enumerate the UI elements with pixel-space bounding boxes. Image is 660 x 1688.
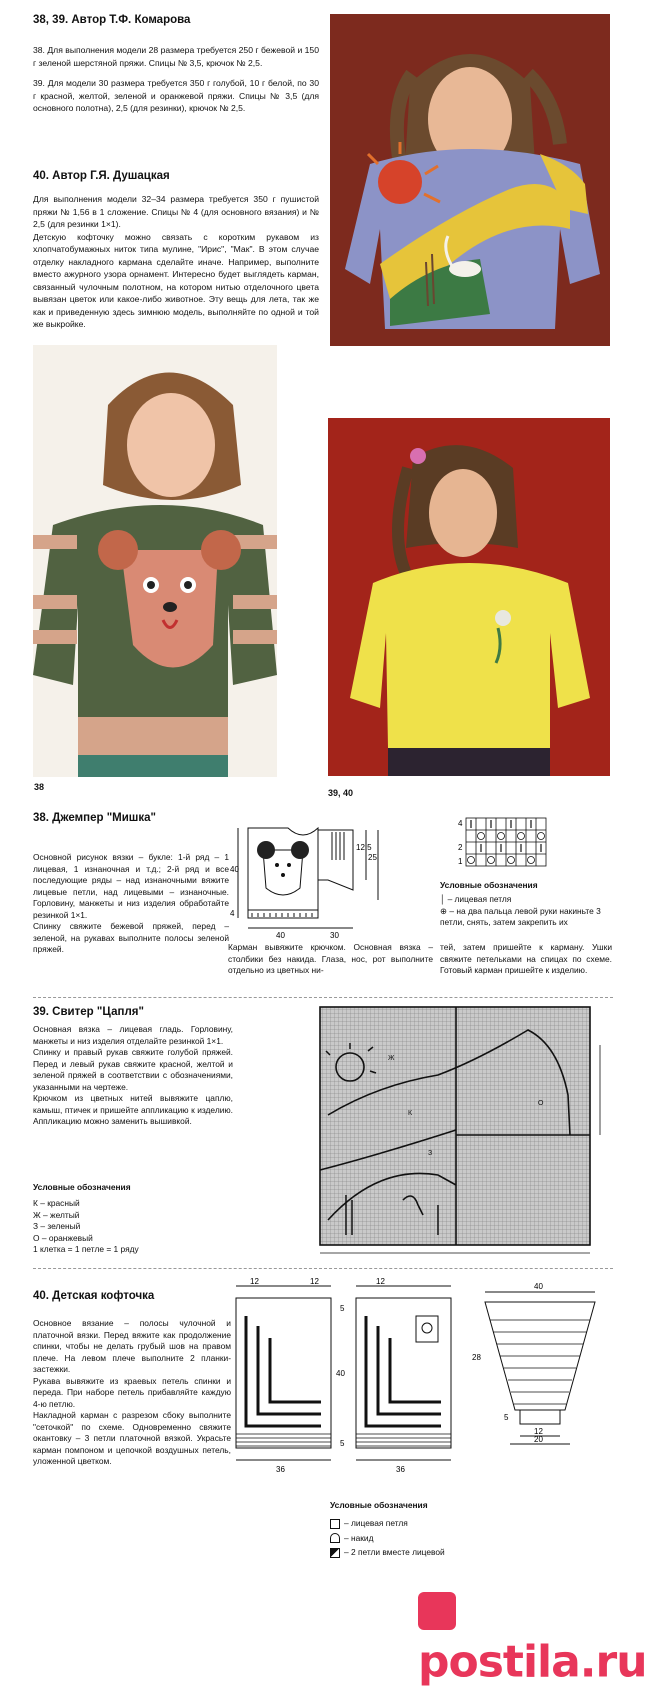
mishka-chart-row-2: 2 bbox=[458, 843, 463, 852]
heron-text-1: Основная вязка – лицевая гладь. Горловину, манжеты и низ изделия отделайте резинкой 1×1. bbox=[33, 1024, 233, 1046]
postila-watermark: postila.ru bbox=[418, 1583, 660, 1688]
mishka-dim-125: 12,5 bbox=[356, 843, 372, 852]
para-39: 39. Для модели 30 размера требуется 350 г голубой, 10 г белой, по 30 г красной, желтой, зеленой и оранжевой пряжи. Спицы № 3,5 (для основного полотна), 2,5 (для резинки), крючок № 2,5. bbox=[33, 78, 319, 113]
kofta-text-3: Накладной карман с разрезом сбоку выполните "сеточкой" по схеме. Одновременно свяжите окантовку – 3 петли платочной вязкой. Украсьте карман помпоном и цепочкой воздушных петель, уложенной цветком. bbox=[33, 1410, 231, 1466]
heron-legend-yellow: Ж – желтый bbox=[33, 1209, 80, 1220]
kofta-sleeve-cuff: 5 bbox=[504, 1413, 509, 1422]
section38-39-body bbox=[33, 44, 319, 115]
kofta-text-2: Рукава вывяжите из краевых петель спинки и переда. При наборе петель прибавляйте каждую 4-ю петлю. bbox=[33, 1375, 231, 1409]
heron-title: 39. Свитер "Цапля" bbox=[33, 1006, 144, 1018]
heron-text bbox=[33, 1024, 233, 1128]
kofta-dim-rib: 5 bbox=[340, 1439, 345, 1448]
photo-heron-sweater bbox=[330, 14, 610, 346]
mishka-title: 38. Джемпер "Мишка" bbox=[33, 812, 156, 824]
mishka-legend-item-2: ⊕ – на два пальца левой руки накиньте 3 петли, снять, затем закрепить их bbox=[440, 905, 601, 927]
k2tog-icon bbox=[330, 1548, 340, 1558]
heron-legend-red: К – красный bbox=[33, 1198, 80, 1208]
photo-bear-sweater bbox=[33, 345, 277, 777]
loop-stitch-icon: ⊕ bbox=[440, 905, 450, 916]
kofta-dim-back-shoulder-2: 12 bbox=[310, 1277, 319, 1286]
kofta-legend-item-3: – 2 петли вместе лицевой bbox=[330, 1547, 490, 1559]
kofta-pattern-diagram bbox=[228, 1276, 473, 1476]
yarn-over-icon bbox=[330, 1533, 340, 1543]
heron-chart-mark-z: З bbox=[428, 1150, 433, 1157]
kofta-sleeve-diagram bbox=[470, 1280, 612, 1450]
mishka-dim-sleeve: 30 bbox=[330, 931, 339, 940]
kofta-dim-height: 40 bbox=[336, 1369, 345, 1378]
section38-39-heading: 38, 39. Автор Т.Ф. Комарова bbox=[33, 14, 191, 26]
heron-knitting-chart bbox=[318, 1005, 612, 1257]
kofta-legend-item-1: – лицевая петля bbox=[330, 1518, 490, 1530]
mishka-text-1: Основной рисунок вязки – букле: 1-й ряд – 1 лицевая, 1 изнаночная и т.д.; 2-й ряд и все последующие ряды – над изнаночными вяжите лицевые петли, над лицевыми – изнаночные. Горловину, манжеты и низ изделия обработайте резинкой 1×1. bbox=[33, 852, 229, 920]
heron-legend-scale: 1 клетка = 1 петле = 1 ряду bbox=[33, 1244, 139, 1254]
kofta-sleeve-cuff-width: 12 bbox=[534, 1427, 543, 1436]
divider-2 bbox=[33, 1268, 613, 1269]
kofta-title: 40. Детская кофточка bbox=[33, 1290, 155, 1302]
kofta-text bbox=[33, 1318, 231, 1468]
mishka-dim-rib: 4 bbox=[230, 909, 235, 918]
kofta-legend-title: Условные обозначения bbox=[330, 1500, 428, 1510]
heron-legend-green: З – зеленый bbox=[33, 1221, 81, 1231]
mishka-ear-chart bbox=[456, 814, 550, 872]
para-38: 38. Для выполнения модели 28 размера требуется 250 г бежевой и 150 г зеленой шерстяной пряжи. Спицы № 3,5, крючок № 2,5. bbox=[33, 45, 319, 68]
section40-heading: 40. Автор Г.Я. Душацкая bbox=[33, 170, 170, 182]
heron-chart-mark-j: Ж bbox=[388, 1055, 395, 1062]
kofta-dim-front-shoulder: 12 bbox=[376, 1277, 385, 1286]
mishka-legend-title: Условные обозначения bbox=[440, 880, 538, 890]
kofta-legend bbox=[330, 1518, 490, 1559]
heron-legend-title: Условные обозначения bbox=[33, 1182, 131, 1192]
kofta-legend-item-2: – накид bbox=[330, 1533, 490, 1545]
para-40-1: Для выполнения модели 32–34 размера требуется 350 г пушистой пряжи № 1,56 в 1 сложение. Спицы № 4 (для основного вязания) и № 2,5 (для резинки 1×1). bbox=[33, 194, 319, 229]
mishka-chart-row-1: 1 bbox=[458, 857, 463, 866]
para-40-2: Детскую кофточку можно связать с коротким рукавом из хлопчатобумажных ниток типа мулине, "Ирис", "Мак". В этом случае отделку накладного кармана сделайте иначе. Например, выполните вместо ажурного узора орнамент. Интересно будет выглядеть карман, связанный чулочным полотном, на котором нитью отделочного цвета вывязан цветок или какое-либо животное. Эту вещь для лета, так же как и приведенную здесь зимнюю модель, выполняйте по одной и той же выкройке. bbox=[33, 231, 319, 329]
mishka-dim-height: 40 bbox=[230, 865, 239, 874]
mishka-right-text: тей, затем пришейте к карману. Ушки свяжите петельками на спицах по схеме. Готовый карман пришейте к изделию. bbox=[440, 942, 612, 975]
heron-chart-mark-o: О bbox=[538, 1100, 544, 1107]
mishka-mid-text: Карман вывяжите крючком. Основная вязка – столбики без накида. Глаза, нос, рот выполните отдельно из цветных ни- bbox=[228, 942, 433, 975]
knit-stitch-icon: │ bbox=[440, 894, 448, 904]
kofta-text-1: Основное вязание – полосы чулочной и платочной вязки. Перед вяжите как продолжение спинки, чтобы не делать грубый шов на правом плече. На левом плече выполните 2 планки-застежки. bbox=[33, 1318, 231, 1374]
section40-body bbox=[33, 193, 319, 331]
kofta-dim-back-shoulder: 12 bbox=[250, 1277, 259, 1286]
heron-text-2: Спинку и правый рукав свяжите голубой пряжей. Перед и левый рукав свяжите красной, желтой и зеленой пряжей в соответствии с обозначениями, указанными на чертеже. bbox=[33, 1047, 233, 1092]
photo-label-39-40: 39, 40 bbox=[328, 788, 354, 798]
postila-logo-icon bbox=[418, 1592, 456, 1630]
mishka-chart-row-4: 4 bbox=[458, 819, 463, 828]
mishka-dim-25: 25 bbox=[368, 853, 377, 862]
mishka-dim-width: 40 bbox=[276, 931, 285, 940]
kofta-sleeve-bottom: 20 bbox=[534, 1435, 543, 1444]
heron-legend bbox=[33, 1198, 233, 1256]
heron-legend-orange: О – оранжевый bbox=[33, 1232, 93, 1243]
mishka-text bbox=[33, 852, 229, 956]
divider-1 bbox=[33, 997, 613, 998]
photo-yellow-sweater bbox=[328, 418, 610, 776]
kofta-dim-neck: 5 bbox=[340, 1304, 345, 1313]
kofta-dim-front-width: 36 bbox=[396, 1465, 405, 1474]
mishka-pattern-diagram bbox=[228, 820, 386, 940]
kofta-sleeve-length: 28 bbox=[472, 1353, 481, 1362]
mishka-legend-item-1: │ – лицевая петля bbox=[440, 894, 512, 904]
mishka-legend bbox=[440, 894, 610, 929]
kofta-sleeve-top: 40 bbox=[534, 1282, 543, 1291]
empty-square-icon bbox=[330, 1519, 340, 1529]
kofta-dim-back-width: 36 bbox=[276, 1465, 285, 1474]
photo-label-38: 38 bbox=[34, 782, 45, 792]
mishka-text-2: Спинку свяжите бежевой пряжей, перед – зеленой, на рукавах выполните полосы зеленой пряжей. bbox=[33, 921, 229, 954]
heron-text-3: Крючком из цветных нитей вывяжите цаплю, камыш, птичек и пришейте аппликацию к изделию. Аппликацию можно заменить вышивкой. bbox=[33, 1093, 233, 1126]
heron-chart-mark-k: К bbox=[408, 1110, 413, 1117]
